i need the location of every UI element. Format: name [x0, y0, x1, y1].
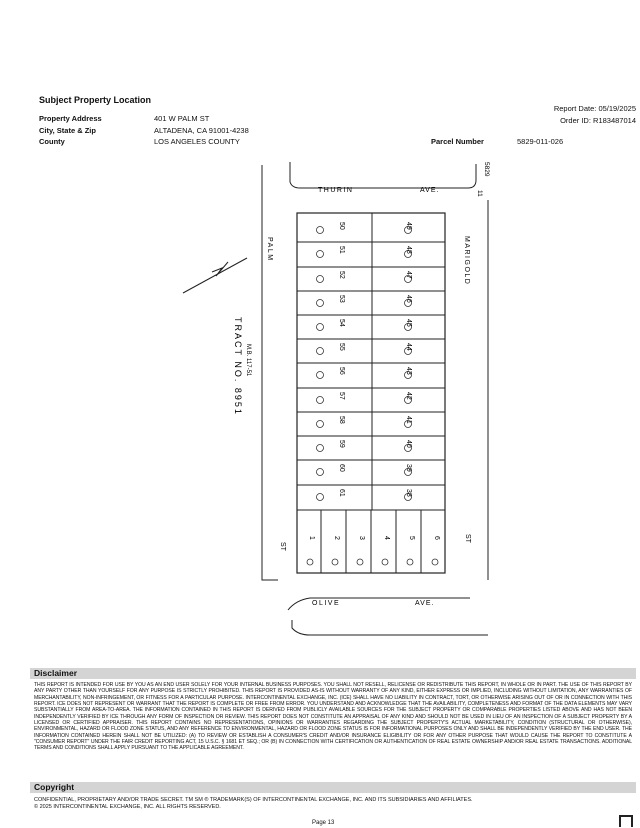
street-left-suffix: ST: [279, 542, 286, 551]
lot-label: 3: [358, 536, 365, 540]
lot-label: 38: [405, 489, 412, 497]
north-arrow-line: [183, 258, 247, 293]
lot-label: 1: [308, 536, 315, 540]
lot-label: 54: [338, 319, 345, 327]
city-label: City, State & Zip: [39, 126, 96, 135]
county-value: LOS ANGELES COUNTY: [154, 137, 240, 146]
lot-label: 53: [338, 295, 345, 303]
lot-label: 47: [405, 271, 412, 279]
report-date: [554, 104, 636, 113]
lot-label: 48: [405, 246, 412, 254]
property-address-value: 401 W PALM ST: [154, 114, 210, 123]
lot-label: 55: [338, 343, 345, 351]
report-date-value: 05/19/2025: [598, 104, 636, 113]
plat-map: [0, 150, 640, 650]
parcel-label: Parcel Number: [431, 137, 484, 146]
palm-st-west-curb: [262, 165, 278, 580]
report-date-label: Report Date:: [553, 104, 597, 113]
tract-label: TRACT NO. 8951: [233, 317, 243, 416]
lot-label: 2: [333, 536, 340, 540]
lot-label: 61: [338, 489, 345, 497]
city-value: ALTADENA, CA 91001-4238: [154, 126, 249, 135]
county-label: County: [39, 137, 65, 146]
copyright-block: [34, 797, 473, 811]
lot-label: 49: [405, 222, 412, 230]
parcel-value: 5829-011-026: [517, 137, 564, 146]
lot-label: 39: [405, 464, 412, 472]
street-top-label: THURIN: [318, 187, 354, 194]
lot-label: 51: [338, 246, 345, 254]
tract-ref-label: M.B. 117-51: [245, 344, 251, 377]
property-address-label: Property Address: [39, 114, 102, 123]
lot-label: 59: [338, 440, 345, 448]
olive-ave-south-curb: [292, 620, 488, 635]
street-bottom-suffix: AVE.: [415, 600, 435, 607]
page-number: Page 13: [312, 820, 335, 826]
disclaimer-header: Disclaimer: [30, 668, 636, 679]
book-ref-label: 5829: [483, 162, 490, 177]
lot-label: 42: [405, 392, 412, 400]
order-id-value: R183487014: [593, 116, 636, 125]
lot-label: 5: [408, 536, 415, 540]
lot-labels: [308, 222, 440, 540]
street-right-suffix: ST: [464, 534, 471, 543]
lot-label: 4: [383, 536, 390, 540]
lot-label: 56: [338, 367, 345, 375]
lot-label: 60: [338, 464, 345, 472]
lot-label: 52: [338, 271, 345, 279]
lot-label: 40: [405, 440, 412, 448]
north-arrow-mark: [212, 262, 228, 276]
street-bottom-label: OLIVE: [312, 600, 341, 607]
street-right-label: MARIGOLD: [463, 236, 470, 286]
section-title: Subject Property Location: [39, 95, 152, 105]
lot-label: 43: [405, 367, 412, 375]
street-top-suffix: AVE.: [420, 187, 440, 194]
disclaimer-text: THIS REPORT IS INTENDED FOR USE BY YOU AS AN END USER SOLELY FOR YOUR INTERNAL BUSINESS PURPOSES. YOU SHALL NOT RESELL, RELICENSE OR REDISTRIBUTE THIS REPORT, IN WHOLE OR IN PART. THE USE OF THIS REPORT BY ANY PARTY OTHER THAN YOURSELF FOR ANY PURPOSE IS STRICTLY PROHIBITED. THIS REPORT IS PROVIDED AS-IS WITHOUT WARRANTY OF ANY KIND, EITHER EXPRESS OR IMPLIED, INCLUDING WITHOUT LIMITATION, ANY WARRANTIES OF MERCHANTABILITY, NON-INFRINGEMENT, OR FITNESS FOR A PARTICULAR PURPOSE. INTERCONTINENTAL EXCHANGE, INC. (ICE) SHALL HAVE NO LIABILITY IN CONTRACT, TORT, OR OTHERWISE ARISING OUT OF OR IN CONNECTION WITH THIS REPORT. ICE DOES NOT REPRESENT OR WARRANT THAT THE REPORT IS COMPLETE OR FREE FROM ERROR. YOU UNDERSTAND AND ACKNOWLEDGE THAT THE AVAILABILITY, COMPLETENESS AND FORMAT OF THE DATA ELEMENTS MAY VARY SUBSTANTIALLY FROM AREA-TO-AREA. THE INFORMATION CONTAINED IN THIS REPORT IS DERIVED FROM PUBLICLY AVAILABLE SOURCES FOR THE SUBJECT PROPERTY OR COMPARABLE PROPERTIES LISTED ABOVE AND HAS NOT BEEN INDEPENDENTLY VERIFIED BY ICE THROUGH ANY FORM OF INSPECTION OR REVIEW. THIS REPORT DOES NOT CONSTITUTE AN APPRAISAL OF ANY KIND AND SHOULD NOT BE USED IN LIEU OF AN INSPECTION OF A SUBJECT PROPERTY BY A LICENSED OR CERTIFIED APPRAISER. THIS REPORT CONTAINS NO REPRESENTATIONS, OPINIONS OR WARRANTIES REGARDING THE SUBJECT PROPERTY'S ACTUAL MARKETABILITY, CONDITION (STRUCTURAL OR OTHERWISE), ENVIRONMENTAL, HAZARD OR FLOOD ZONE STATUS, AND ANY REFERENCE TO ENVIRONMENTAL, HAZARD OR FLOOD ZONE STATUS IS FOR INFORMATIONAL PURPOSES ONLY AND SHALL BE INDEPENDENTLY VERIFIED BY THE END USER. THE INFORMATION CONTAINED HEREIN SHALL NOT BE UTILIZED: (A) TO REVIEW OR ESTABLISH A CONSUMER'S CREDIT AND/OR INSURANCE ELIGIBILITY OR FOR ANY OTHER PURPOSE THAT WOULD CAUSE THE REPORT TO CONSTITUTE A "CONSUMER REPORT" UNDER THE FAIR CREDIT REPORTING ACT, 15 U.S.C. § 1681 ET SEQ.; OR (B) IN CONNECTION WITH CERTIFICATION OR AUTHENTICATION OF REAL ESTATE OWNERSHIP AND/OR REAL ESTATE TRANSACTIONS. ADDITIONAL TERMS AND CONDITIONS SHALL APPLY PURSUANT TO THE APPLICABLE AGREEMENT.: [34, 682, 632, 752]
lot-label: 50: [338, 222, 345, 230]
lot-label: 46: [405, 295, 412, 303]
order-id: [560, 116, 636, 125]
copyright-line-2: © 2025 INTERCONTINENTAL EXCHANGE, INC. ALL RIGHTS RESERVED.: [34, 804, 221, 810]
copyright-line-1: CONFIDENTIAL, PROPRIETARY AND/OR TRADE SECRET. TM SM ® TRADEMARK(S) OF INTERCONTINENTAL EXCHANGE, INC. AND ITS SUBSIDIARIES AND AFFILIATES.: [34, 797, 473, 803]
book-ref-page-label: 11: [476, 190, 483, 197]
lot-label: 57: [338, 392, 345, 400]
thurin-ave-outline: [290, 162, 476, 188]
street-left-label: PALM: [266, 237, 273, 262]
lot-label: 58: [338, 416, 345, 424]
bottom-lot-lines: [321, 510, 421, 573]
lot-label: 44: [405, 343, 412, 351]
page-corner-icon: [619, 815, 633, 827]
lot-label: 45: [405, 319, 412, 327]
copyright-header: Copyright: [30, 782, 636, 793]
lot-label: 41: [405, 416, 412, 424]
order-id-label: Order ID:: [560, 116, 591, 125]
lot-label: 6: [433, 536, 440, 540]
